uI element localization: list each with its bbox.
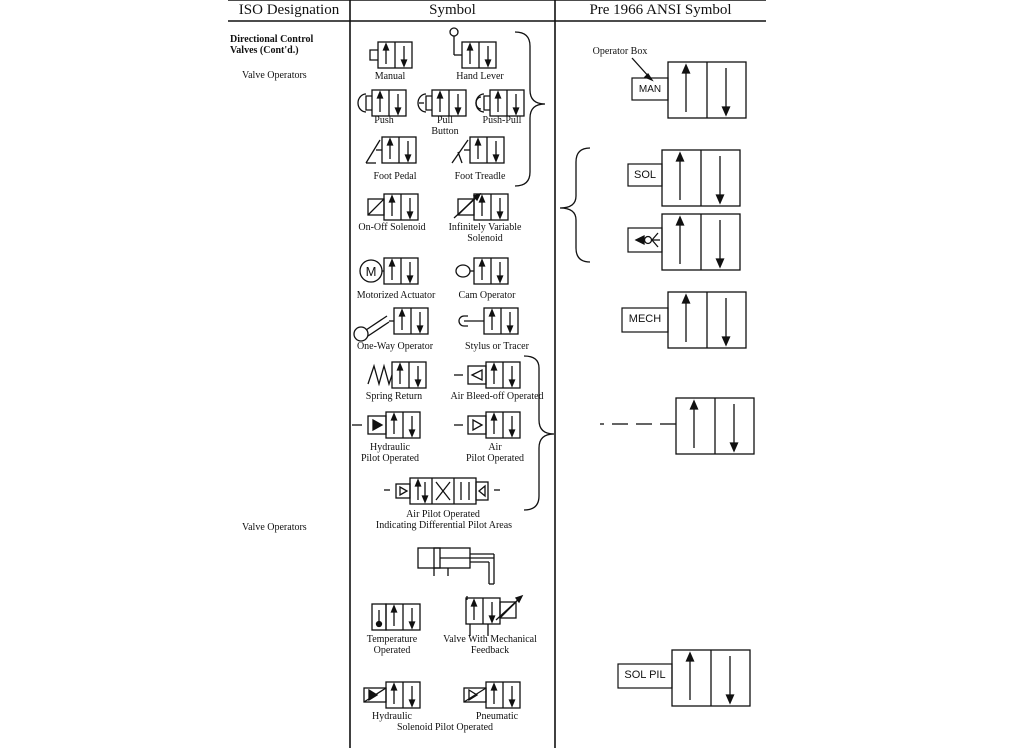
mechanical-feedback-symbol [418, 548, 522, 636]
label-push: Push [374, 115, 394, 126]
header-symbol: Symbol [429, 2, 476, 18]
label-stylus-tracer: Stylus or Tracer [465, 341, 529, 352]
label-air-bleed-off: Air Bleed-off Operated [450, 391, 544, 402]
air-pilot-symbol [454, 412, 520, 438]
ansi-label-sol-pil: SOL PIL [624, 669, 666, 681]
section-title-line-1: Directional Control [230, 34, 314, 45]
brace-bracket-1 [515, 32, 545, 186]
label-temperature-1: Temperature [366, 634, 418, 645]
label-mech-feedback-1: Valve With Mechanical [443, 634, 537, 645]
one-way-operator-symbol [354, 308, 428, 341]
label-on-off-solenoid: On-Off Solenoid [358, 222, 426, 233]
label-hydraulic-sol: Hydraulic [372, 711, 412, 722]
push-symbol [358, 90, 406, 116]
label-variable-2: Solenoid [467, 233, 503, 244]
label-hand-lever: Hand Lever [456, 71, 504, 82]
label-push-pull: Push-Pull [482, 115, 522, 126]
push-pull-symbol [476, 90, 524, 116]
label-air-pilot-diff-1: Air Pilot Operated [406, 509, 480, 520]
air-bleed-off-symbol [454, 362, 520, 388]
label-air-pilot-1: Air [488, 442, 502, 453]
brace-bracket-ansi [560, 148, 590, 262]
label-air-pilot-2: Pilot Operated [465, 453, 525, 464]
label-hydraulic-pilot-1: Hydraulic [370, 442, 410, 453]
label-temperature-2: Operated [373, 645, 411, 656]
section-title [230, 34, 313, 56]
ansi-label-mech: MECH [628, 313, 662, 325]
label-foot-pedal: Foot Pedal [373, 171, 417, 182]
spring-return-symbol [368, 362, 426, 388]
manual-symbol [370, 42, 412, 68]
ansi-label-sol: SOL [633, 169, 656, 181]
brace-bracket-2 [524, 356, 554, 510]
foot-pedal-symbol [366, 137, 416, 163]
section-title-line-2: Valves (Cont'd.) [230, 45, 299, 56]
label-spring-return: Spring Return [365, 391, 423, 402]
label-hydraulic-pilot-2: Pilot Operated [360, 453, 420, 464]
header-ansi-symbol: Pre 1966 ANSI Symbol [589, 2, 732, 18]
variable-solenoid-symbol [454, 194, 508, 220]
air-pilot-differential-symbol [384, 478, 500, 504]
label-motorized-actuator: Motorized Actuator [356, 290, 436, 301]
ansi-pilot-line-symbol [600, 398, 754, 454]
valve-operators-label-2: Valve Operators [242, 522, 307, 533]
on-off-solenoid-symbol [368, 194, 418, 220]
label-cam-operator: Cam Operator [458, 290, 516, 301]
label-mech-feedback-2: Feedback [470, 645, 510, 656]
label-manual: Manual [374, 71, 406, 82]
hydraulic-solenoid-pilot-symbol [364, 682, 420, 708]
svg-text:M: M [365, 264, 377, 279]
temperature-operated-symbol [372, 604, 420, 630]
pull-symbol [418, 90, 466, 116]
hydraulic-pilot-symbol [352, 412, 420, 438]
valve-operators-label-1: Valve Operators [242, 70, 307, 81]
label-operator-box: Operator Box [592, 46, 648, 57]
ansi-pilot-valve-symbol [628, 214, 740, 270]
label-one-way-operator: One-Way Operator [356, 341, 434, 352]
label-variable-1: Infinitely Variable [448, 222, 522, 233]
label-pull: Pull [436, 115, 454, 126]
foot-treadle-symbol [452, 137, 504, 163]
label-pneumatic: Pneumatic [475, 711, 519, 722]
ansi-label-man: MAN [638, 84, 662, 95]
label-foot-treadle: Foot Treadle [454, 171, 506, 182]
label-solenoid-pilot: Solenoid Pilot Operated [396, 722, 494, 733]
label-air-pilot-diff-2: Indicating Differential Pilot Areas [375, 520, 513, 531]
label-button: Button [431, 126, 459, 137]
header-iso-designation: ISO Designation [238, 2, 340, 18]
motorized-actuator-symbol [360, 258, 418, 284]
cam-operator-symbol [456, 258, 508, 284]
hand-lever-symbol [450, 28, 496, 68]
stylus-tracer-symbol [459, 308, 518, 334]
pneumatic-solenoid-pilot-symbol [464, 682, 520, 708]
